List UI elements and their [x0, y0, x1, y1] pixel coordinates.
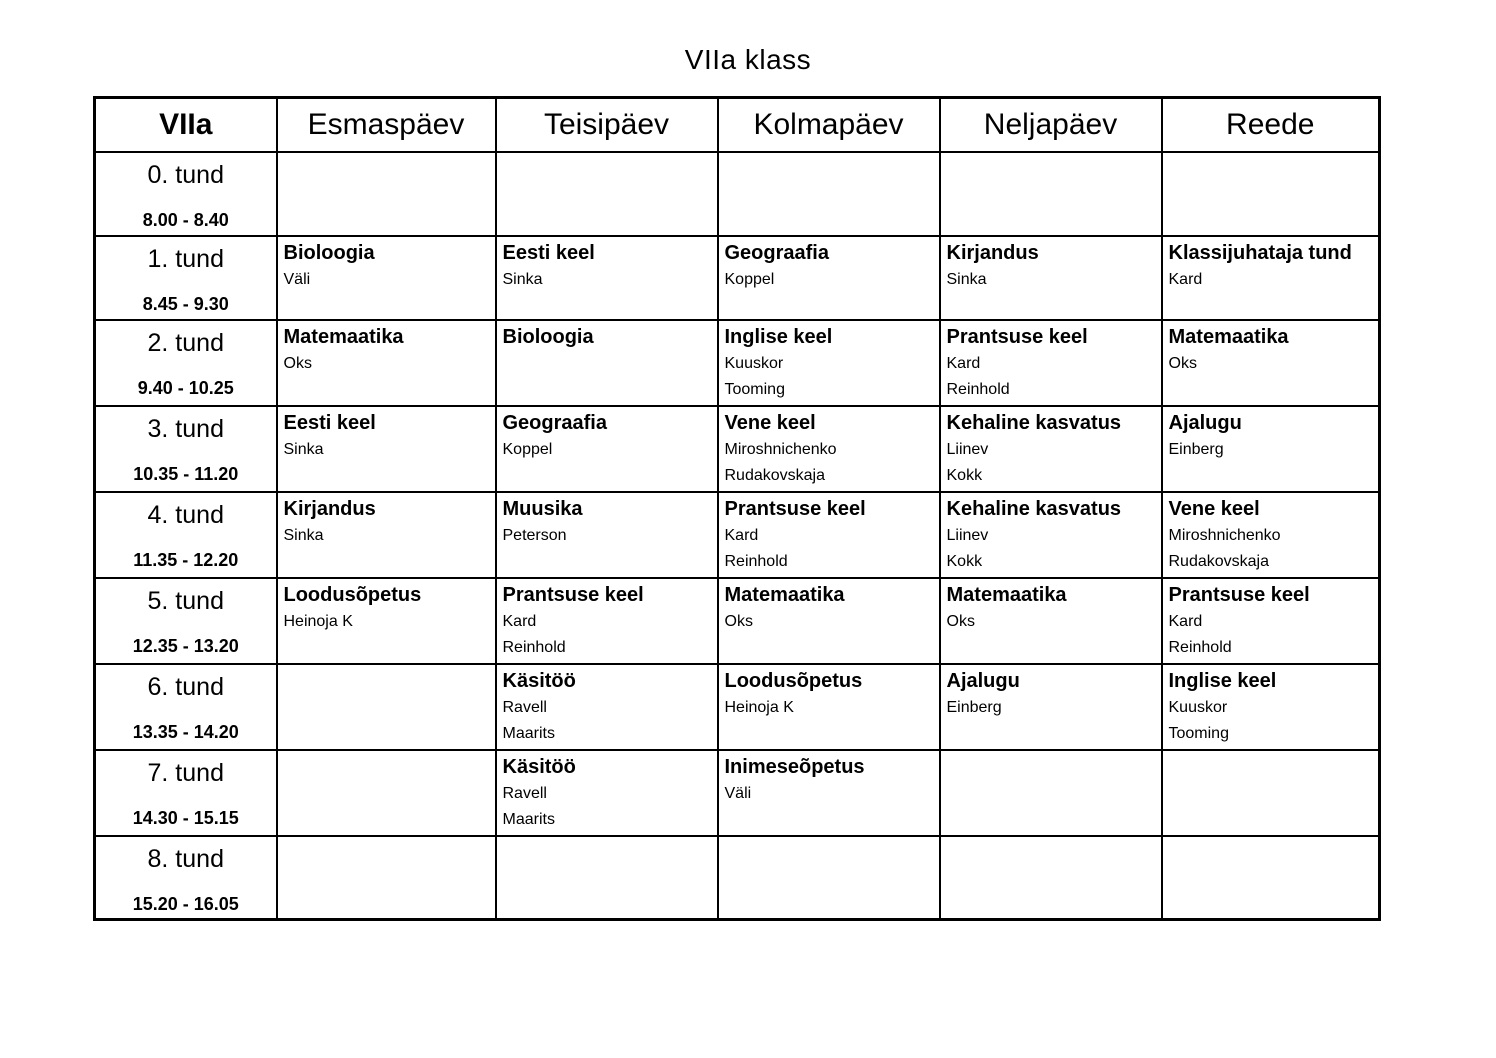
lesson-cell — [718, 750, 940, 836]
subject-name: Geograafia — [502, 411, 607, 434]
period-time: 12.35 - 13.20 — [132, 635, 239, 656]
subject-name: Prantsuse keel — [502, 583, 644, 606]
lesson-cell — [277, 406, 496, 492]
subject-name: Matemaatika — [1168, 325, 1289, 348]
subject-name: Käsitöö — [502, 755, 576, 778]
teacher-name: Ravell — [502, 698, 547, 716]
period-time: 13.35 - 14.20 — [132, 721, 239, 742]
teacher-name: Peterson — [502, 526, 567, 544]
subject-name: Inimeseõpetus — [724, 755, 865, 778]
period-cell — [95, 152, 277, 236]
period-time: 15.20 - 16.05 — [132, 893, 239, 914]
subject-name: Inglise keel — [724, 325, 833, 348]
subject-name: Loodusõpetus — [283, 583, 422, 606]
subject-name: Eesti keel — [502, 241, 595, 264]
period-time: 10.35 - 11.20 — [133, 463, 239, 484]
teacher-name: Heinoja K — [283, 612, 353, 630]
lesson-cell — [496, 750, 718, 836]
subject-name: Matemaatika — [724, 583, 845, 606]
empty-cell — [277, 152, 496, 236]
subject-name: Ajalugu — [946, 669, 1020, 692]
teacher-name: Koppel — [724, 270, 775, 288]
teacher-name: Sinka — [283, 440, 324, 458]
period-label: 7. tund — [147, 758, 224, 787]
empty-cell — [1162, 750, 1380, 836]
lesson-cell — [496, 578, 718, 664]
timetable-row — [95, 578, 1380, 664]
lesson-cell — [940, 664, 1162, 750]
subject-name: Ajalugu — [1168, 411, 1242, 434]
period-label: 0. tund — [147, 160, 224, 189]
period-time: 14.30 - 15.15 — [132, 807, 239, 828]
lesson-cell — [718, 492, 940, 578]
teacher-name: Oks — [946, 612, 975, 630]
teacher-name: Väli — [283, 270, 311, 288]
class-name-header: VIIa — [95, 98, 277, 152]
lesson-cell — [940, 320, 1162, 406]
subject-name: Käsitöö — [502, 669, 576, 692]
lesson-cell — [718, 320, 940, 406]
teacher-name: Reinhold — [1168, 638, 1232, 656]
empty-cell — [277, 750, 496, 836]
lesson-cell — [718, 664, 940, 750]
empty-cell — [277, 664, 496, 750]
subject-name: Eesti keel — [283, 411, 376, 434]
empty-cell — [1162, 152, 1380, 236]
day-header: Neljapäev — [940, 98, 1162, 152]
period-label: 4. tund — [147, 500, 224, 529]
period-label: 5. tund — [147, 586, 224, 615]
subject-name: Muusika — [502, 497, 583, 520]
teacher-name: Oks — [1168, 354, 1197, 372]
empty-cell — [940, 836, 1162, 920]
teacher-name: Liinev — [946, 526, 989, 544]
timetable-row — [95, 406, 1380, 492]
lesson-cell — [277, 320, 496, 406]
timetable-row — [95, 750, 1380, 836]
teacher-name: Reinhold — [724, 552, 788, 570]
period-cell — [95, 836, 277, 920]
subject-name: Prantsuse keel — [724, 497, 866, 520]
empty-cell — [940, 152, 1162, 236]
period-label: 1. tund — [147, 244, 224, 273]
teacher-name: Kard — [946, 354, 981, 372]
lesson-cell — [940, 492, 1162, 578]
subject-name: Vene keel — [1168, 497, 1260, 520]
empty-cell — [496, 152, 718, 236]
timetable-row — [95, 320, 1380, 406]
lesson-cell — [940, 578, 1162, 664]
teacher-name: Kokk — [946, 466, 983, 484]
lesson-cell — [1162, 236, 1380, 320]
teacher-name: Einberg — [1168, 440, 1224, 458]
teacher-name: Kard — [1168, 270, 1203, 288]
period-time: 9.40 - 10.25 — [137, 377, 234, 398]
subject-name: Inglise keel — [1168, 669, 1277, 692]
teacher-name: Kokk — [946, 552, 983, 570]
period-cell — [95, 664, 277, 750]
lesson-cell — [277, 492, 496, 578]
teacher-name: Liinev — [946, 440, 989, 458]
teacher-name: Tooming — [1168, 724, 1229, 742]
timetable-row — [95, 236, 1380, 320]
subject-name: Kirjandus — [283, 497, 376, 520]
teacher-name: Kard — [1168, 612, 1203, 630]
period-time: 11.35 - 12.20 — [133, 549, 239, 570]
timetable-row — [95, 836, 1380, 920]
lesson-cell — [496, 236, 718, 320]
subject-name: Bioloogia — [283, 241, 375, 264]
subject-name: Geograafia — [724, 241, 829, 264]
lesson-cell — [496, 406, 718, 492]
subject-name: Loodusõpetus — [724, 669, 863, 692]
period-cell — [95, 578, 277, 664]
lesson-cell — [496, 664, 718, 750]
teacher-name: Oks — [724, 612, 753, 630]
subject-name: Prantsuse keel — [946, 325, 1088, 348]
teacher-name: Reinhold — [946, 380, 1010, 398]
lesson-cell — [718, 406, 940, 492]
header-row — [95, 98, 1380, 152]
subject-name: Prantsuse keel — [1168, 583, 1310, 606]
teacher-name: Miroshnichenko — [1168, 526, 1281, 544]
lesson-cell — [940, 236, 1162, 320]
day-header: Kolmapäev — [718, 98, 940, 152]
teacher-name: Maarits — [502, 810, 555, 828]
teacher-name: Reinhold — [502, 638, 566, 656]
subject-name: Matemaatika — [946, 583, 1067, 606]
lesson-cell — [1162, 406, 1380, 492]
period-cell — [95, 406, 277, 492]
page-title: VIIa klass — [684, 44, 812, 75]
timetable — [93, 96, 1381, 921]
lesson-cell — [1162, 320, 1380, 406]
teacher-name: Heinoja K — [724, 698, 794, 716]
teacher-name: Sinka — [502, 270, 543, 288]
teacher-name: Kuuskor — [724, 354, 784, 372]
empty-cell — [718, 152, 940, 236]
subject-name: Vene keel — [724, 411, 816, 434]
day-header: Esmaspäev — [277, 98, 496, 152]
lesson-cell — [718, 236, 940, 320]
period-cell — [95, 750, 277, 836]
empty-cell — [1162, 836, 1380, 920]
teacher-name: Kuuskor — [1168, 698, 1228, 716]
subject-name: Kehaline kasvatus — [946, 411, 1122, 434]
period-label: 2. tund — [147, 328, 224, 357]
period-label: 3. tund — [147, 414, 224, 443]
subject-name: Kehaline kasvatus — [946, 497, 1122, 520]
lesson-cell — [496, 320, 718, 406]
period-label: 8. tund — [147, 844, 224, 873]
teacher-name: Oks — [283, 354, 312, 372]
lesson-cell — [1162, 492, 1380, 578]
day-header: Teisipäev — [496, 98, 718, 152]
lesson-cell — [277, 578, 496, 664]
subject-name: Kirjandus — [946, 241, 1039, 264]
empty-cell — [718, 836, 940, 920]
period-cell — [95, 320, 277, 406]
teacher-name: Ravell — [502, 784, 547, 802]
lesson-cell — [496, 492, 718, 578]
period-cell — [95, 236, 277, 320]
lesson-cell — [1162, 578, 1380, 664]
empty-cell — [496, 836, 718, 920]
teacher-name: Einberg — [946, 698, 1002, 716]
timetable-row — [95, 664, 1380, 750]
teacher-name: Maarits — [502, 724, 555, 742]
teacher-name: Sinka — [946, 270, 987, 288]
lesson-cell — [718, 578, 940, 664]
teacher-name: Tooming — [724, 380, 785, 398]
lesson-cell — [940, 406, 1162, 492]
teacher-name: Rudakovskaja — [1168, 552, 1269, 570]
subject-name: Matemaatika — [283, 325, 404, 348]
period-cell — [95, 492, 277, 578]
subject-name: Bioloogia — [502, 325, 594, 348]
lesson-cell — [1162, 664, 1380, 750]
teacher-name: Miroshnichenko — [724, 440, 837, 458]
teacher-name: Sinka — [283, 526, 324, 544]
timetable-row — [95, 152, 1380, 236]
teacher-name: Rudakovskaja — [724, 466, 825, 484]
period-time: 8.45 - 9.30 — [142, 293, 229, 314]
teacher-name: Koppel — [502, 440, 553, 458]
empty-cell — [940, 750, 1162, 836]
teacher-name: Väli — [724, 784, 752, 802]
timetable-body — [95, 152, 1380, 920]
lesson-cell — [277, 236, 496, 320]
day-header: Reede — [1162, 98, 1380, 152]
empty-cell — [277, 836, 496, 920]
teacher-name: Kard — [502, 612, 537, 630]
teacher-name: Kard — [724, 526, 759, 544]
timetable-row — [95, 492, 1380, 578]
period-time: 8.00 - 8.40 — [142, 209, 229, 230]
subject-name: Klassijuhataja tund — [1168, 241, 1352, 264]
period-label: 6. tund — [147, 672, 224, 701]
